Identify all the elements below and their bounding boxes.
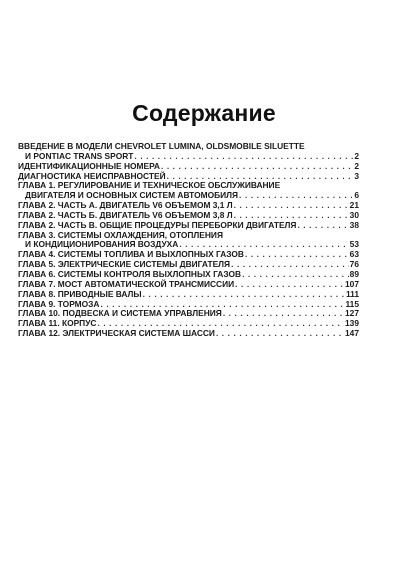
toc-entry [18, 329, 359, 339]
toc-entry-title: ГЛАВА 2. ЧАСТЬ В. ОБЩИЕ ПРОЦЕДУРЫ ПЕРЕБОРКИ ДВИГАТЕЛЯ [18, 219, 297, 230]
toc-page-number: 89 [349, 268, 359, 279]
toc-entry-title: ГЛАВА 8. ПРИВОДНЫЕ ВАЛЫ [18, 288, 142, 299]
toc-entry-title: ДВИГАТЕЛЯ И ОСНОВНЫХ СИСТЕМ АВТОМОБИЛЯ [25, 190, 239, 201]
toc-entry-title: ГЛАВА 4. СИСТЕМЫ ТОПЛИВА И ВЫХЛОПНЫХ ГАЗОВ [18, 249, 244, 260]
toc-entry-title: ГЛАВА 10. ПОДВЕСКА И СИСТЕМА УПРАВЛЕНИЯ [18, 308, 222, 319]
toc-dot-leader [234, 201, 349, 211]
toc-entry-title: ГЛАВА 9. ТОРМОЗА [18, 298, 100, 309]
toc-entry-title: ДИАГНОСТИКА НЕИСПРАВНОСТЕЙ [18, 170, 166, 181]
toc-page-number: 76 [349, 259, 359, 270]
toc-page-number: 38 [349, 219, 359, 230]
toc-entry-title: ГЛАВА 5. ЭЛЕКТРИЧЕСКИЕ СИСТЕМЫ ДВИГАТЕЛЯ [18, 259, 231, 270]
toc-page-number: 147 [345, 328, 359, 339]
table-of-contents [18, 142, 359, 339]
toc-page-number: 30 [349, 209, 359, 220]
toc-entry-title: ИДЕНТИФИКАЦИОННЫЕ НОМЕРА [18, 160, 160, 171]
toc-page-number: 2 [354, 160, 359, 171]
toc-entry-title: ВВЕДЕНИЕ В МОДЕЛИ CHEVROLET LUMINA, OLDSMOBILE SILUETTE [18, 141, 305, 151]
toc-entry-title: ГЛАВА 2. ЧАСТЬ Б. ДВИГАТЕЛЬ V6 ОБЪЕМОМ 3,8 Л [18, 209, 233, 220]
toc-entry [18, 181, 359, 201]
toc-dot-leader [223, 309, 344, 319]
toc-entry-title: ГЛАВА 6. СИСТЕМЫ КОНТРОЛЯ ВЫХЛОПНЫХ ГАЗОВ [18, 268, 242, 279]
toc-entry-title: ГЛАВА 3. СИСТЕМЫ ОХЛАЖДЕНИЯ, ОТОПЛЕНИЯ [18, 229, 223, 240]
toc-page-number: 127 [345, 308, 359, 319]
toc-dot-leader [239, 191, 353, 201]
toc-entry-title: И КОНДИЦИОНИРОВАНИЯ ВОЗДУХА [25, 239, 179, 250]
toc-page-number: 115 [345, 298, 359, 309]
toc-entry-title: ГЛАВА 2. ЧАСТЬ А. ДВИГАТЕЛЬ V6 ОБЪЕМОМ 3,1 Л [18, 200, 233, 211]
toc-dot-leader [143, 290, 345, 300]
toc-page-number: 3 [354, 170, 359, 181]
toc-dot-leader [134, 152, 353, 162]
toc-dot-leader [231, 260, 349, 270]
toc-page-number: 111 [345, 288, 359, 299]
toc-dot-leader [161, 162, 353, 172]
toc-page-number: 139 [345, 318, 359, 329]
toc-page-number: 63 [349, 249, 359, 260]
page-title: Содержание [132, 100, 276, 126]
toc-page-number: 6 [354, 190, 359, 201]
toc-page-number: 2 [354, 150, 359, 161]
toc-entry-title: ГЛАВА 1. РЕГУЛИРОВАНИЕ И ТЕХНИЧЕСКОЕ ОБСЛУЖИВАНИЕ [18, 180, 281, 191]
toc-dot-leader [242, 270, 349, 280]
toc-entry [18, 231, 359, 251]
toc-page-number: 53 [349, 239, 359, 250]
toc-entry-title: ГЛАВА 7. МОСТ АВТОМАТИЧЕСКОЙ ТРАНСМИССИИ [18, 278, 235, 289]
toc-entry-title: ГЛАВА 12. ЭЛЕКТРИЧЕСКАЯ СИСТЕМА ШАССИ [18, 328, 215, 339]
toc-entry-line [18, 329, 359, 339]
toc-dot-leader [245, 250, 349, 260]
toc-dot-leader [216, 329, 344, 339]
toc-dot-leader [235, 280, 344, 290]
toc-page-number: 107 [345, 278, 359, 289]
toc-entry-title: ГЛАВА 11. КОРПУС [18, 318, 97, 329]
toc-entry-title: И PONTIAC TRANS SPORT [25, 150, 134, 161]
toc-dot-leader [297, 221, 348, 231]
toc-page-number: 21 [349, 200, 359, 211]
toc-entry [18, 142, 359, 162]
